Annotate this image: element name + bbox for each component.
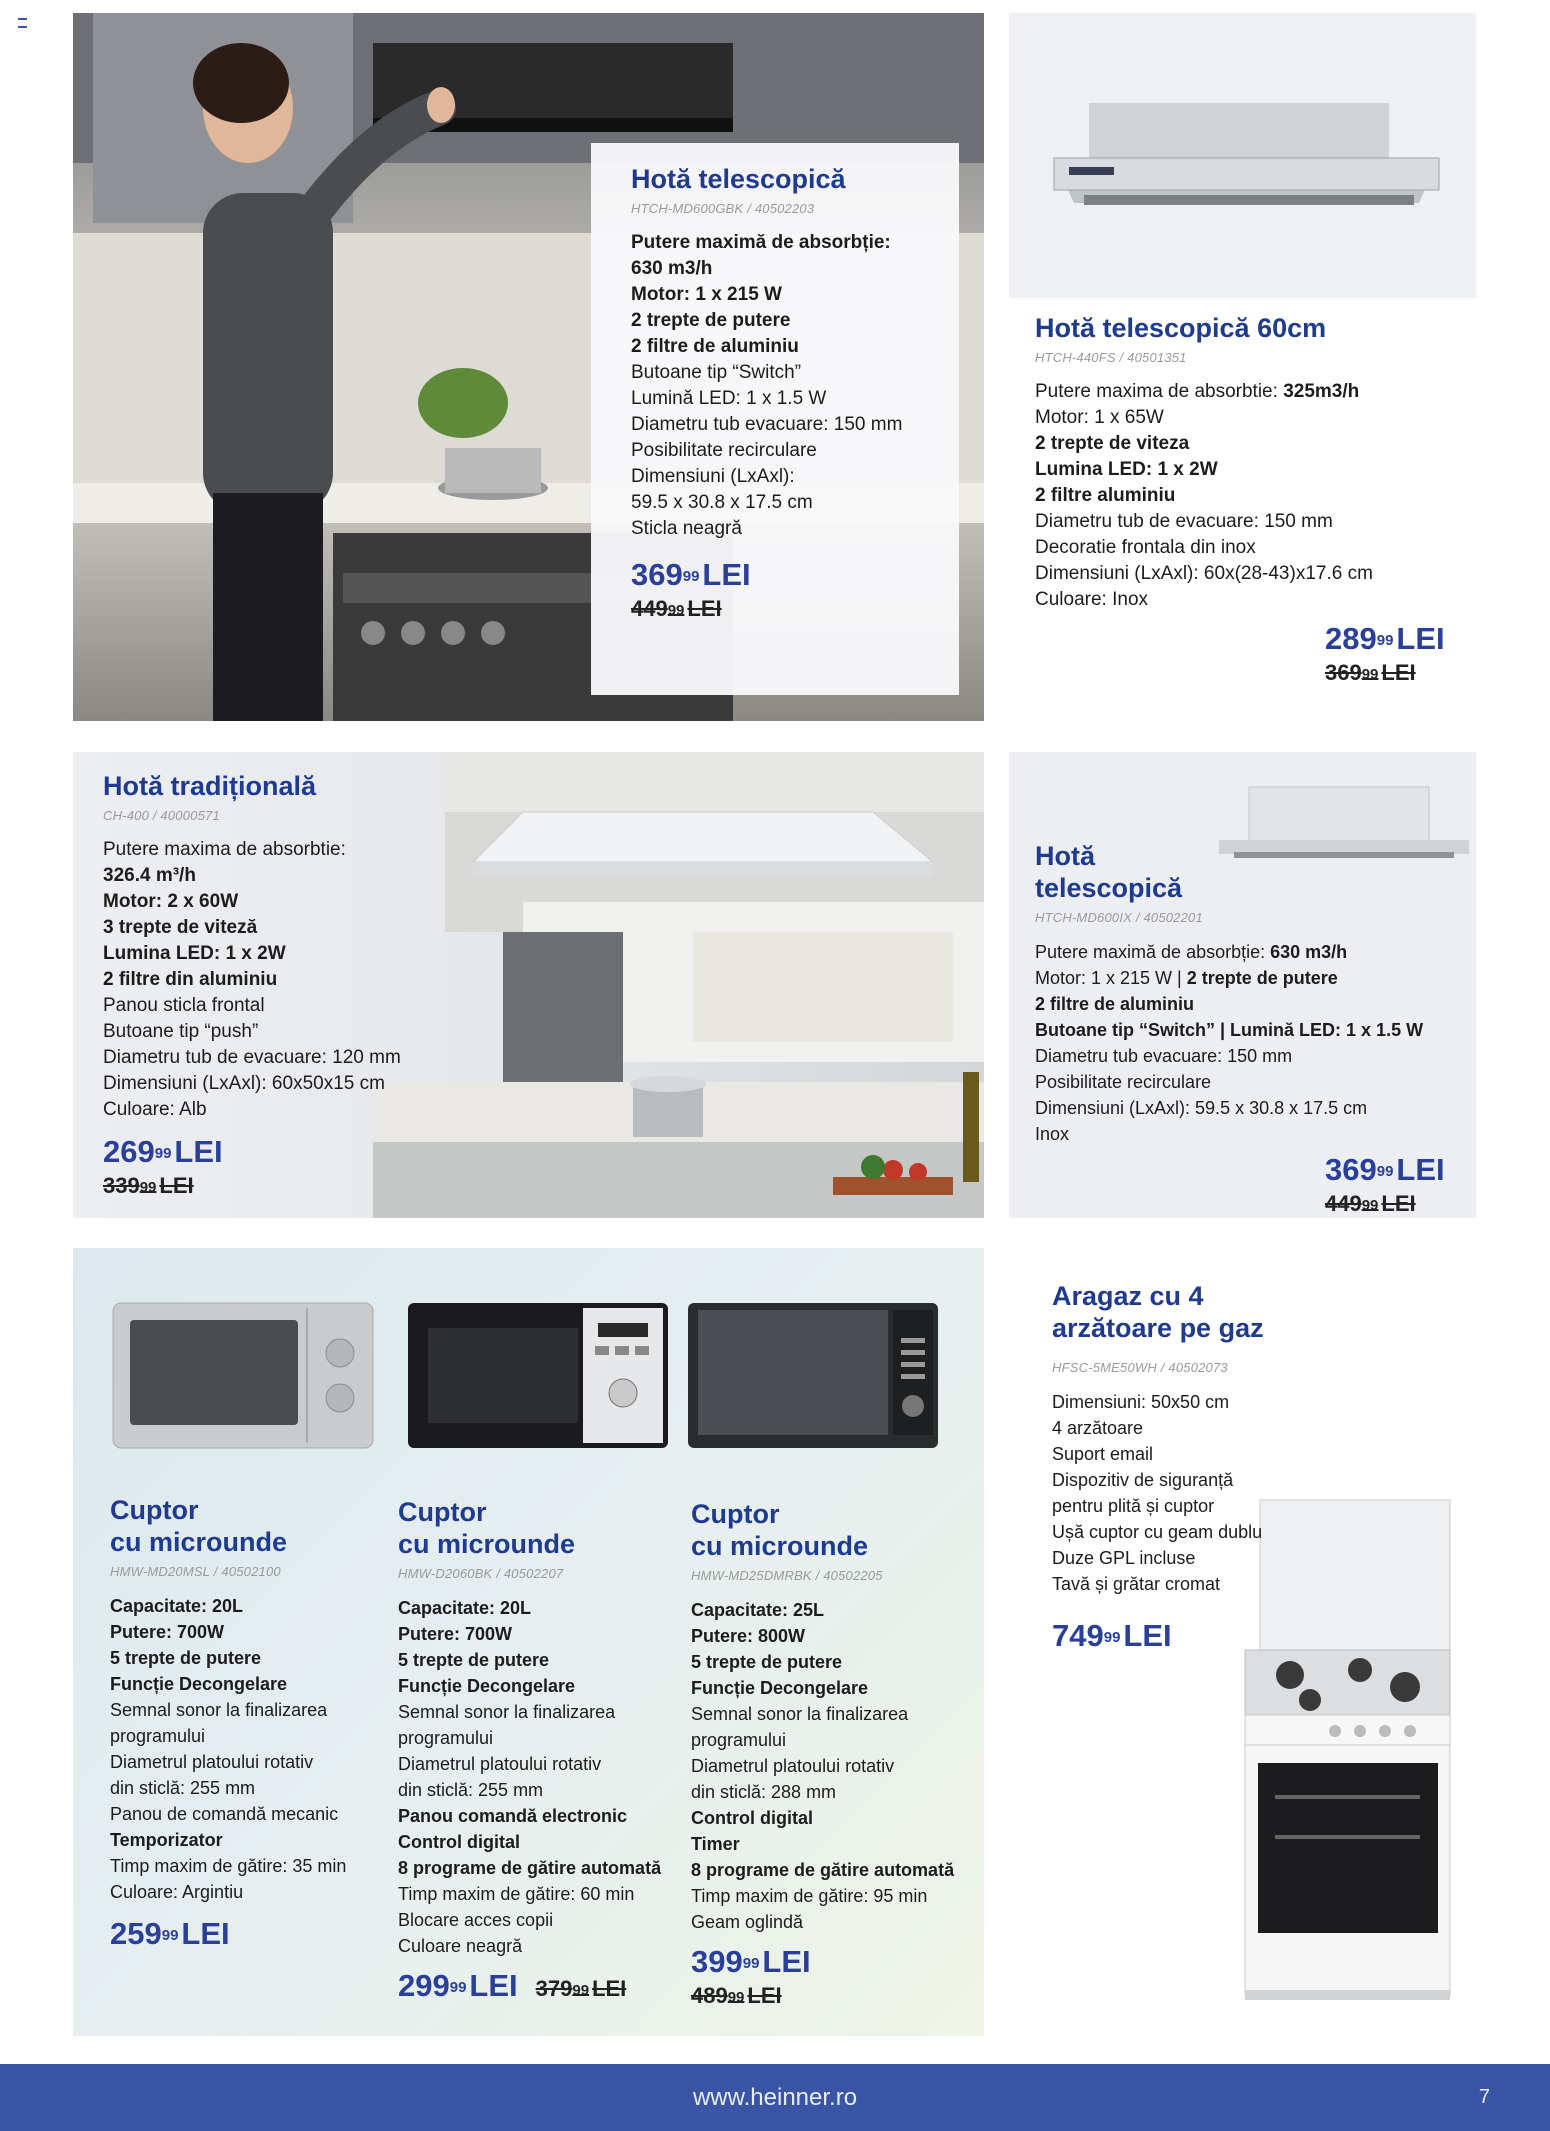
hood4-panel <box>1009 752 1476 1218</box>
mw2-info <box>398 1496 688 2003</box>
mw1-price <box>110 1917 390 1951</box>
spec-text: Tavă și grătar cromat <box>1052 1574 1221 1594</box>
spec-text: Putere maxima de absorbtie: <box>1035 381 1284 402</box>
mw2-old-int: 379 <box>535 1976 573 2001</box>
hood1-price-dec: 99 <box>682 568 700 585</box>
spec-text: Diametrul platoului rotativ <box>398 1754 602 1774</box>
hood2-old-dec: 99 <box>1361 666 1379 683</box>
mw2-old-price <box>536 1976 627 2002</box>
mw2-code: HMW-D2060BK / 40502207 <box>398 1566 564 1581</box>
hood2-price <box>1325 622 1445 656</box>
mw3-old-price <box>691 1983 981 2009</box>
hood1-title: Hotă telescopică <box>631 164 846 194</box>
hood3-old-int: 339 <box>103 1173 140 1198</box>
spec-line <box>691 1883 981 1909</box>
spec-line <box>1035 535 1476 561</box>
spec-text: Semnal sonor la finalizarea <box>398 1702 616 1722</box>
hood2-product-image <box>1009 13 1476 298</box>
hood4-old-int: 449 <box>1325 1191 1362 1216</box>
hood1-price-int: 369 <box>631 557 683 592</box>
mw1-product-image <box>108 1298 378 1458</box>
spec-line <box>1035 405 1476 431</box>
mw2-price-row <box>398 1969 688 2003</box>
spec-text: din sticlă: 255 mm <box>110 1778 256 1798</box>
hood3-price <box>103 1135 463 1169</box>
spec-text: pentru plită și cuptor <box>1052 1496 1215 1516</box>
hood3-info <box>103 770 463 1199</box>
hood1-specs <box>631 230 959 542</box>
spec-line <box>1035 965 1475 991</box>
spec-text: Posibilitate recirculare <box>631 440 817 461</box>
spec-text: Diametru tub de evacuare: 120 mm <box>103 1047 401 1068</box>
spec-line <box>398 1699 688 1725</box>
spec-line <box>691 1675 981 1701</box>
spec-line <box>691 1831 981 1857</box>
spec-line <box>110 1775 390 1801</box>
spec-line <box>103 1071 463 1097</box>
hood3-specs <box>103 837 463 1123</box>
hood4-title <box>1035 840 1475 904</box>
spec-line <box>110 1697 390 1723</box>
spec-line <box>631 360 959 386</box>
hood4-info <box>1035 840 1475 1217</box>
spec-line <box>631 386 959 412</box>
spec-text: Suport email <box>1052 1444 1154 1464</box>
spec-text: Geam oglindă <box>691 1912 804 1932</box>
spec-text: Blocare acces copii <box>398 1910 554 1930</box>
spec-line <box>1035 587 1476 613</box>
hood1-old-price <box>631 596 959 622</box>
spec-line <box>398 1647 688 1673</box>
spec-text: Timp maxim de gătire: 95 min <box>691 1886 928 1906</box>
mw1-title-line2: cu microunde <box>110 1527 288 1557</box>
spec-text: 2 trepte de putere <box>631 310 791 331</box>
stove-specs <box>1052 1389 1452 1597</box>
mw2-title-line2: cu microunde <box>398 1529 576 1559</box>
spec-line <box>1035 991 1475 1017</box>
spec-line <box>110 1879 390 1905</box>
spec-line <box>398 1673 688 1699</box>
spec-line <box>398 1829 688 1855</box>
spec-line <box>110 1723 390 1749</box>
spec-line <box>110 1619 390 1645</box>
mw3-old-currency: LEI <box>747 1983 782 2008</box>
spec-text: Diametrul platoului rotativ <box>691 1756 895 1776</box>
spec-line <box>103 941 463 967</box>
spec-line <box>691 1623 981 1649</box>
spec-line <box>103 1019 463 1045</box>
microwaves-panel <box>73 1248 984 2036</box>
mw2-old-currency: LEI <box>592 1976 627 2001</box>
spec-text: Inox <box>1035 1124 1070 1144</box>
spec-line <box>103 889 463 915</box>
mw1-title <box>110 1494 390 1558</box>
spec-text: Butoane tip “Switch” | Lumină LED: 1 x 1.5 W <box>1035 1020 1424 1040</box>
spec-line <box>691 1805 981 1831</box>
spec-text: Putere: 700W <box>110 1622 225 1642</box>
mw2-product-image <box>403 1298 673 1458</box>
hood3-currency: LEI <box>174 1134 223 1169</box>
spec-text: Putere: 700W <box>398 1624 513 1644</box>
spec-text: Panou sticla frontal <box>103 995 265 1016</box>
spec-text: Dimensiuni: 50x50 cm <box>1052 1392 1230 1412</box>
mw2-old-dec: 99 <box>572 1982 590 1999</box>
spec-line <box>110 1749 390 1775</box>
hood1-old-dec: 99 <box>667 602 685 619</box>
spec-text: 8 programe de gătire automată <box>691 1860 955 1880</box>
page-number: 7 <box>1478 2086 1490 2108</box>
spec-line <box>398 1725 688 1751</box>
hood2-image-panel <box>1009 13 1476 298</box>
spec-text: 5 trepte de putere <box>398 1650 550 1670</box>
spec-line <box>398 1595 688 1621</box>
spec-text: Decoratie frontala din inox <box>1035 537 1256 558</box>
spec-text: Dimensiuni (LxAxl): <box>631 466 795 487</box>
mw3-title-line2: cu microunde <box>691 1531 869 1561</box>
hood4-old-dec: 99 <box>1361 1197 1379 1214</box>
stove-title-line1: Aragaz cu 4 <box>1052 1281 1204 1311</box>
spec-line <box>1052 1441 1452 1467</box>
stove-currency: LEI <box>1123 1618 1172 1653</box>
spec-line <box>1035 483 1476 509</box>
spec-text: Dispozitiv de siguranță <box>1052 1470 1234 1490</box>
hood4-title-line1: Hotă <box>1035 841 1095 871</box>
spec-line <box>398 1751 688 1777</box>
spec-text: 5 trepte de putere <box>110 1648 262 1668</box>
stove-price-dec: 99 <box>1103 1629 1121 1646</box>
hood1-old-currency: LEI <box>687 596 722 621</box>
spec-text: din sticlă: 255 mm <box>398 1780 544 1800</box>
mw2-price-int: 299 <box>398 1968 450 2003</box>
hood2-old-int: 369 <box>1325 660 1362 685</box>
stove-title-line2: arzătoare pe gaz <box>1052 1313 1264 1343</box>
hood3-title: Hotă tradițională <box>103 771 317 801</box>
spec-text: 8 programe de gătire automată <box>398 1858 662 1878</box>
spec-line <box>110 1593 390 1619</box>
mw3-price-dec: 99 <box>742 1955 760 1972</box>
spec-text: Lumina LED: 1 x 2W <box>1035 459 1218 480</box>
spec-value: 630 m3/h <box>1270 942 1348 962</box>
spec-line <box>631 516 959 542</box>
spec-text: Diametru tub evacuare: 150 mm <box>1035 1046 1293 1066</box>
hood2-old-price <box>1325 660 1445 686</box>
hood4-currency: LEI <box>1396 1152 1445 1187</box>
spec-line <box>691 1727 981 1753</box>
spec-line <box>1052 1467 1452 1493</box>
spec-value: 325m3/h <box>1283 381 1360 402</box>
spec-text: programului <box>398 1728 494 1748</box>
footer-bar <box>0 2064 1550 2131</box>
spec-line <box>631 438 959 464</box>
spec-text: Putere maximă de absorbție: <box>631 232 891 253</box>
mw2-title <box>398 1496 688 1560</box>
spec-line <box>110 1801 390 1827</box>
hood2-old-currency: LEI <box>1381 660 1416 685</box>
spec-line <box>631 282 959 308</box>
spec-line <box>398 1803 688 1829</box>
stove-price <box>1052 1619 1452 1653</box>
hood3-code: CH-400 / 40000571 <box>103 808 220 823</box>
hood3-price-int: 269 <box>103 1134 155 1169</box>
mw3-title <box>691 1498 981 1562</box>
spec-text: programului <box>691 1730 787 1750</box>
spec-text: Sticla neagră <box>631 518 742 539</box>
spec-text: Motor: 1 x 215 W | <box>1035 968 1187 988</box>
spec-line <box>1052 1415 1452 1441</box>
spec-line <box>1035 379 1476 405</box>
spec-line <box>1052 1389 1452 1415</box>
spec-line <box>103 837 463 863</box>
spec-text: Putere maximă de absorbție: <box>1035 942 1271 962</box>
spec-text: Dimensiuni (LxAxl): 60x50x15 cm <box>103 1073 385 1094</box>
mw2-specs <box>398 1595 688 1959</box>
spec-line <box>691 1857 981 1883</box>
spec-text: 4 arzătoare <box>1052 1418 1144 1438</box>
mw1-price-dec: 99 <box>161 1927 179 1944</box>
hood4-specs <box>1035 939 1475 1147</box>
hood4-price <box>1325 1153 1475 1187</box>
hood4-old-currency: LEI <box>1381 1191 1416 1216</box>
mw3-price-int: 399 <box>691 1944 743 1979</box>
spec-text: Temporizator <box>110 1830 223 1850</box>
spec-line <box>110 1671 390 1697</box>
spec-line <box>1035 1095 1475 1121</box>
spec-text: Culoare: Argintiu <box>110 1882 244 1902</box>
spec-line <box>398 1933 688 1959</box>
spec-text: Panou de comandă mecanic <box>110 1804 339 1824</box>
mw2-title-line1: Cuptor <box>398 1497 487 1527</box>
spec-text: 2 filtre din aluminiu <box>103 969 278 990</box>
hood1-card <box>591 143 959 695</box>
hood3-panel <box>73 752 984 1218</box>
spec-text: Timp maxim de gătire: 60 min <box>398 1884 635 1904</box>
spec-line <box>1035 1069 1475 1095</box>
mw1-price-int: 259 <box>110 1916 162 1951</box>
mw1-info <box>110 1494 390 1951</box>
hood1-price <box>631 558 959 592</box>
spec-text: Butoane tip “push” <box>103 1021 259 1042</box>
hood3-price-dec: 99 <box>154 1145 172 1162</box>
spec-text: Culoare neagră <box>398 1936 523 1956</box>
spec-text: Lumina LED: 1 x 2W <box>103 943 286 964</box>
spec-text: Diametru tub de evacuare: 150 mm <box>1035 511 1333 532</box>
spec-line <box>1052 1519 1452 1545</box>
spec-line <box>110 1827 390 1853</box>
spec-text: 3 trepte de viteză <box>103 917 258 938</box>
mw2-price <box>398 1969 518 2003</box>
spec-text: 5 trepte de putere <box>691 1652 843 1672</box>
mw2-price-dec: 99 <box>449 1979 467 1996</box>
spec-line <box>398 1621 688 1647</box>
spec-line <box>1035 939 1475 965</box>
spec-line <box>631 412 959 438</box>
spec-text: din sticlă: 288 mm <box>691 1782 837 1802</box>
spec-line <box>1052 1493 1452 1519</box>
spec-line <box>691 1753 981 1779</box>
stove-code: HFSC-5ME50WH / 40502073 <box>1052 1360 1228 1375</box>
spec-text: Capacitate: 20L <box>110 1596 244 1616</box>
spec-text: 2 filtre de aluminiu <box>1035 994 1195 1014</box>
spec-line <box>1052 1571 1452 1597</box>
spec-text: 59.5 x 30.8 x 17.5 cm <box>631 492 813 513</box>
hood1-currency: LEI <box>702 557 751 592</box>
menu-icon <box>18 18 27 28</box>
spec-text: Dimensiuni (LxAxl): 60x(28-43)x17.6 cm <box>1035 563 1373 584</box>
spec-text: Timer <box>691 1834 740 1854</box>
spec-line <box>691 1701 981 1727</box>
spec-line <box>103 1097 463 1123</box>
hood2-price-int: 289 <box>1325 621 1377 656</box>
spec-text: Capacitate: 25L <box>691 1600 825 1620</box>
spec-line <box>1035 561 1476 587</box>
stove-info <box>1052 1280 1452 1653</box>
spec-line <box>631 334 959 360</box>
spec-line <box>398 1907 688 1933</box>
spec-line <box>691 1909 981 1935</box>
hood4-price-int: 369 <box>1325 1152 1377 1187</box>
website-link[interactable]: www.heinner.ro <box>692 2084 858 2111</box>
spec-line <box>631 230 959 256</box>
spec-line <box>691 1649 981 1675</box>
hood3-old-currency: LEI <box>159 1173 194 1198</box>
spec-line <box>103 863 463 889</box>
spec-text: Lumină LED: 1 x 1.5 W <box>631 388 827 409</box>
spec-text: 326.4 m³/h <box>103 865 196 886</box>
spec-line <box>1035 1043 1475 1069</box>
spec-value: 2 trepte de putere <box>1186 968 1338 988</box>
spec-text: Motor: 2 x 60W <box>103 891 239 912</box>
spec-text: Funcție Decongelare <box>691 1678 869 1698</box>
spec-line <box>631 256 959 282</box>
stove-price-int: 749 <box>1052 1618 1104 1653</box>
spec-line <box>103 967 463 993</box>
mw3-title-line1: Cuptor <box>691 1499 780 1529</box>
hood4-old-price <box>1325 1191 1475 1217</box>
spec-line <box>1052 1545 1452 1571</box>
mw3-currency: LEI <box>762 1944 811 1979</box>
mw3-specs <box>691 1597 981 1935</box>
mw3-product-image <box>683 1298 943 1458</box>
hood2-price-dec: 99 <box>1376 632 1394 649</box>
spec-text: Culoare: Alb <box>103 1099 207 1120</box>
spec-text: Culoare: Inox <box>1035 589 1149 610</box>
hood2-title: Hotă telescopică 60cm <box>1035 313 1327 343</box>
hood2-currency: LEI <box>1396 621 1445 656</box>
mw1-specs <box>110 1593 390 1905</box>
spec-text: Motor: 1 x 215 W <box>631 284 782 305</box>
spec-text: Control digital <box>691 1808 813 1828</box>
spec-text: Timp maxim de gătire: 35 min <box>110 1856 347 1876</box>
spec-line <box>398 1881 688 1907</box>
hood3-old-price <box>103 1173 463 1199</box>
spec-text: Duze GPL incluse <box>1052 1548 1196 1568</box>
spec-text: Ușă cuptor cu geam dublu <box>1052 1522 1263 1542</box>
hood4-price-dec: 99 <box>1376 1163 1394 1180</box>
spec-text: Diametru tub evacuare: 150 mm <box>631 414 903 435</box>
spec-line <box>691 1779 981 1805</box>
spec-text: Funcție Decongelare <box>398 1676 576 1696</box>
mw3-old-int: 489 <box>691 1983 728 2008</box>
spec-text: Semnal sonor la finalizarea <box>110 1700 328 1720</box>
hood4-title-line2: telescopică <box>1035 873 1183 903</box>
spec-line <box>398 1777 688 1803</box>
spec-text: 2 filtre de aluminiu <box>631 336 799 357</box>
spec-line <box>1035 1121 1475 1147</box>
spec-text: Funcție Decongelare <box>110 1674 288 1694</box>
spec-text: Panou comandă electronic <box>398 1806 628 1826</box>
hood1-old-int: 449 <box>631 596 668 621</box>
hood3-old-dec: 99 <box>139 1179 157 1196</box>
hood2-code: HTCH-440FS / 40501351 <box>1035 350 1187 365</box>
mw1-currency: LEI <box>181 1916 230 1951</box>
spec-line <box>631 308 959 334</box>
spec-line <box>1035 1017 1475 1043</box>
hood2-specs <box>1035 379 1476 613</box>
hood4-code: HTCH-MD600IX / 40502201 <box>1035 910 1203 925</box>
spec-line <box>103 993 463 1019</box>
spec-text: 630 m3/h <box>631 258 713 279</box>
spec-line <box>691 1597 981 1623</box>
spec-text: Dimensiuni (LxAxl): 59.5 x 30.8 x 17.5 cm <box>1035 1098 1368 1118</box>
spec-text: Putere: 800W <box>691 1626 806 1646</box>
mw1-code: HMW-MD20MSL / 40502100 <box>110 1564 281 1579</box>
spec-text: Posibilitate recirculare <box>1035 1072 1212 1092</box>
spec-text: Capacitate: 20L <box>398 1598 532 1618</box>
spec-text: Motor: 1 x 65W <box>1035 407 1164 428</box>
spec-line <box>631 464 959 490</box>
spec-line <box>631 490 959 516</box>
spec-line <box>103 1045 463 1071</box>
spec-text: programului <box>110 1726 206 1746</box>
spec-text: Diametrul platoului rotativ <box>110 1752 314 1772</box>
spec-line <box>398 1855 688 1881</box>
stove-title <box>1052 1280 1452 1344</box>
spec-text: Semnal sonor la finalizarea <box>691 1704 909 1724</box>
spec-text: Butoane tip “Switch” <box>631 362 802 383</box>
mw3-info <box>691 1498 981 2009</box>
mw3-price <box>691 1945 981 1979</box>
spec-line <box>1035 509 1476 535</box>
mw1-title-line1: Cuptor <box>110 1495 199 1525</box>
spec-line <box>110 1645 390 1671</box>
spec-text: 2 trepte de viteza <box>1035 433 1190 454</box>
spec-line <box>1035 457 1476 483</box>
spec-text: Control digital <box>398 1832 520 1852</box>
mw3-old-dec: 99 <box>727 1989 745 2006</box>
spec-line <box>1035 431 1476 457</box>
spec-line <box>110 1853 390 1879</box>
spec-text: 2 filtre aluminiu <box>1035 485 1176 506</box>
spec-line <box>103 915 463 941</box>
hood1-code: HTCH-MD600GBK / 40502203 <box>631 201 815 216</box>
hood2-info <box>1009 298 1476 721</box>
spec-text: Putere maxima de absorbtie: <box>103 839 346 860</box>
mw2-currency: LEI <box>469 1968 518 2003</box>
mw3-code: HMW-MD25DMRBK / 40502205 <box>691 1568 883 1583</box>
